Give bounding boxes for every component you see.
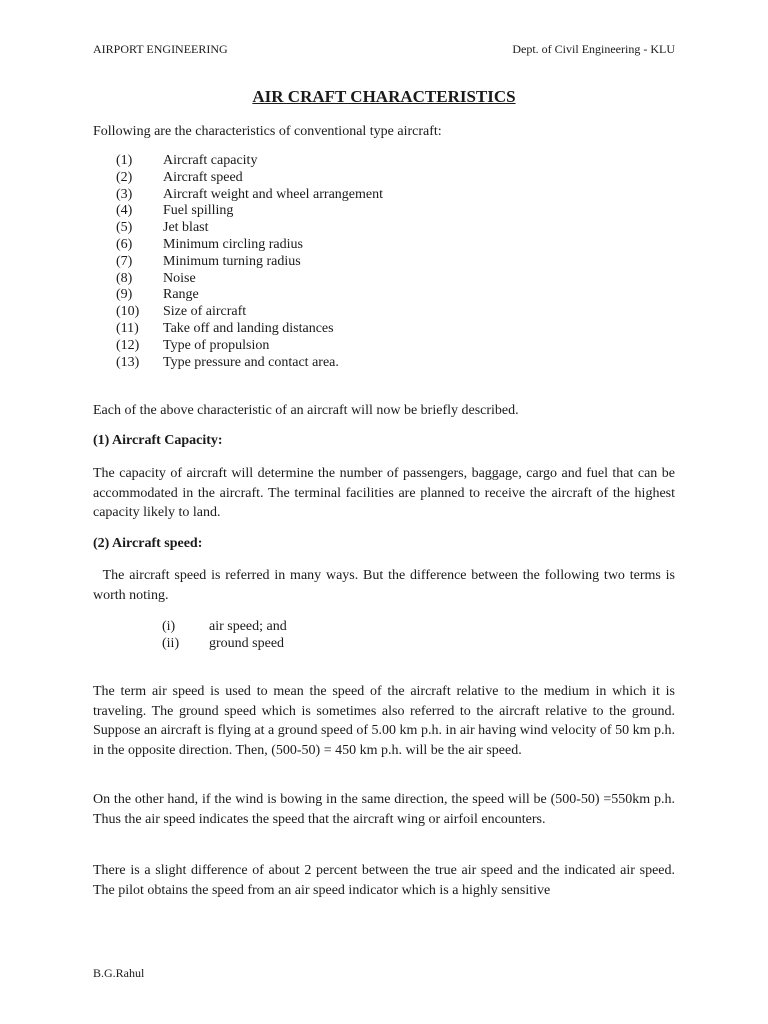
list-item-number: (i) (162, 619, 176, 634)
summary-paragraph: Each of the above characteristic of an aircraft will now be briefly described. (93, 403, 519, 418)
list-item-number: (7) (116, 253, 133, 269)
list-item (162, 635, 287, 652)
page-title: AIR CRAFT CHARACTERISTICS (252, 87, 516, 106)
list-item (162, 618, 287, 635)
list-item-number: (5) (116, 220, 133, 236)
list-item-number: (13) (116, 354, 140, 370)
list-item-number: (6) (116, 236, 133, 252)
list-item-text: air speed; and (209, 619, 287, 634)
list-item-text: Type pressure and contact area. (163, 354, 339, 370)
list-item-text: Minimum turning radius (163, 253, 301, 269)
list-item-text: Range (163, 287, 199, 303)
intro-paragraph: Following are the characteristics of conventional type aircraft: (93, 124, 442, 139)
list-item-text: ground speed (209, 636, 285, 651)
list-item (116, 153, 383, 170)
list-item-number: (11) (116, 320, 139, 336)
characteristics-list (116, 153, 383, 371)
speed-intro-paragraph: The aircraft speed is referred in many ways. But the difference between the following two terms is worth noting. (93, 568, 679, 603)
list-item (116, 170, 383, 187)
section-heading-capacity: (1) Aircraft Capacity: (93, 433, 223, 448)
list-item-number: (12) (116, 337, 140, 353)
list-item (116, 237, 383, 254)
list-item-text: Aircraft capacity (163, 153, 258, 168)
list-item (116, 220, 383, 237)
list-item (116, 271, 383, 288)
section-heading-speed: (2) Aircraft speed: (93, 536, 203, 551)
running-header-right: Dept. of Civil Engineering - KLU (512, 42, 675, 56)
list-item-text: Minimum circling radius (163, 236, 303, 252)
list-item-number: (9) (116, 287, 133, 303)
page-footer-author: B.G.Rahul (93, 966, 145, 980)
list-item (116, 203, 383, 220)
speed-difference-paragraph: There is a slight difference of about 2 percent between the true air speed and the indicated air speed. The pilot obtains the speed from an air speed indicator which is a highly sensitive (93, 863, 675, 898)
list-item (116, 304, 383, 321)
running-header-left: AIRPORT ENGINEERING (93, 42, 228, 56)
list-item (116, 355, 383, 372)
list-item (116, 338, 383, 355)
list-item-number: (1) (116, 153, 133, 168)
air-speed-paragraph: The term air speed is used to mean the speed of the aircraft relative to the medium in which it is traveling. The ground speed which is sometimes also referred to the aircraft relative to the ground. Suppose an aircraft is flying at a ground speed of 5.00 km p.h. in air having wind velocity of 50 km p.h. in the opposite direction. Then, (500-50) = 450 km p.h. will be the air speed. (93, 684, 675, 758)
list-item-text: Take off and landing distances (163, 320, 334, 336)
list-item-text: Size of aircraft (163, 304, 247, 320)
list-item-number: (4) (116, 203, 133, 219)
list-item (116, 254, 383, 271)
list-item-text: Jet blast (163, 220, 209, 236)
list-item (116, 321, 383, 338)
list-item-text: Fuel spilling (163, 203, 234, 219)
list-item-text: Type of propulsion (163, 337, 270, 353)
list-item-number: (2) (116, 169, 133, 185)
list-item-number: (10) (116, 304, 140, 320)
list-item-number: (ii) (162, 636, 180, 651)
capacity-paragraph: The capacity of aircraft will determine the number of passengers, baggage, cargo and fuel that can be accommodated in the aircraft. The terminal facilities are planned to receive the aircraft of the highest capacity likely to land. (93, 466, 675, 520)
list-item (116, 287, 383, 304)
speed-terms-list (162, 618, 287, 652)
list-item-text: Aircraft speed (163, 169, 243, 185)
list-item-text: Noise (163, 270, 196, 286)
wind-direction-paragraph: On the other hand, if the wind is bowing in the same direction, the speed will be (500-50) =550km p.h. Thus the air speed indicates the speed that the aircraft wing or airfoil encounters. (93, 792, 675, 827)
list-item (116, 187, 383, 204)
list-item-number: (3) (116, 186, 133, 202)
list-item-number: (8) (116, 270, 133, 286)
list-item-text: Aircraft weight and wheel arrangement (163, 186, 384, 202)
